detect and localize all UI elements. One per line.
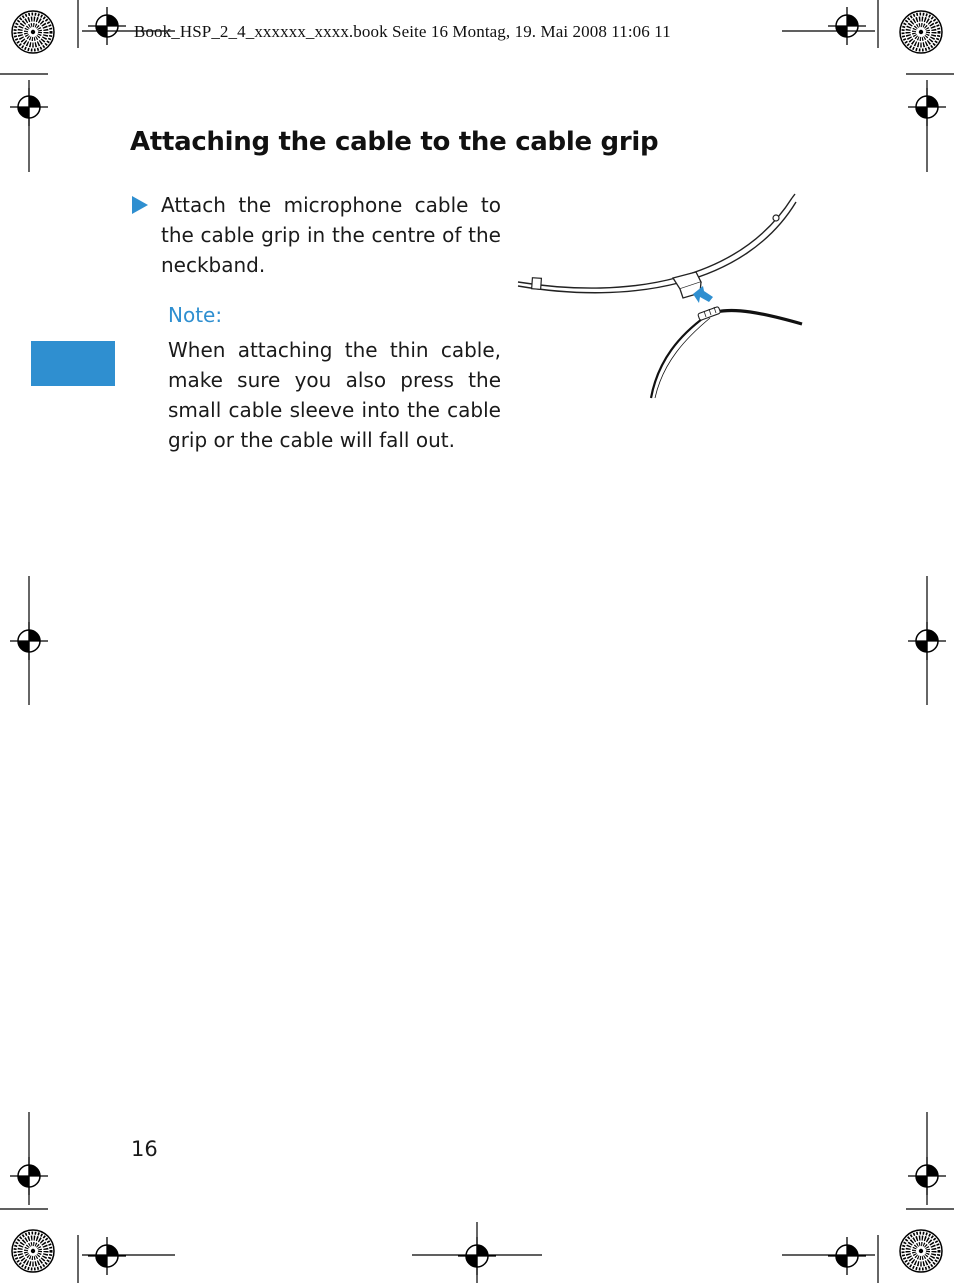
instruction-step-text: Attach the microphone cable to the cable grip in the centre of the neckband. bbox=[161, 193, 501, 277]
chapter-tab-marker bbox=[31, 341, 115, 386]
step-arrow-icon bbox=[131, 196, 149, 214]
note-label: Note: bbox=[168, 303, 223, 327]
page-number: 16 bbox=[131, 1137, 158, 1161]
note-text: When attaching the thin cable, make sure you also press the small cable sleeve into the cable grip or the cable will fall out. bbox=[168, 338, 501, 452]
section-title: Attaching the cable to the cable grip bbox=[130, 127, 659, 157]
neckband-cable-grip-illustration bbox=[510, 190, 810, 405]
print-slug-header: Book_HSP_2_4_xxxxxx_xxxx.book Seite 16 Montag, 19. Mai 2008 11:06 11 bbox=[134, 22, 671, 41]
